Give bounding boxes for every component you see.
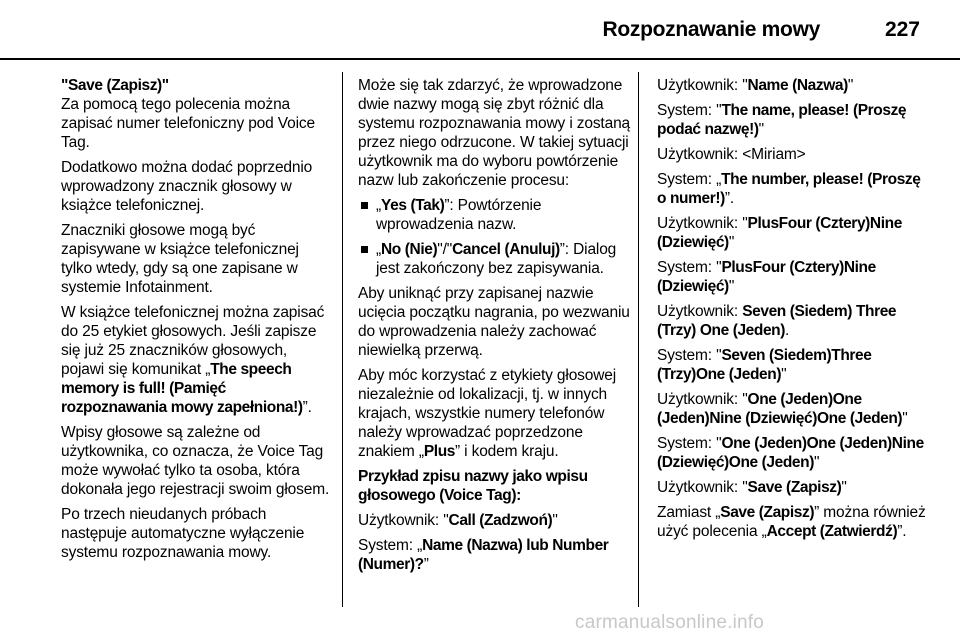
column-divider-1 [342,72,343,607]
dialog-command: Save (Zapisz) [747,479,842,496]
command-separator: "/" [437,241,453,258]
page-header [0,0,960,60]
dialog-command: One (Jeden)One (Jeden)Nine (Dziewięć)One (Jeden) [657,435,924,471]
quote-close: " [781,366,787,383]
column-divider-2 [638,72,639,607]
site-watermark: carmanualsonline.info [575,612,765,633]
quote-close: " [552,512,558,529]
dialog-speaker: System: " [657,259,722,276]
dialog-command: PlusFour (Cztery)Nine (Dziewięć) [657,215,902,251]
dialog-line [657,302,932,340]
quote-open: „ [376,197,382,214]
quote-close: " [728,278,735,295]
memory-full-text: W książce telefonicznej można zapisać do 25 etykiet głosowych. Jeśli zapisze się już 25 znaczników głosowych, pojawi się komunikat [61,304,325,378]
paragraph-save [61,76,331,152]
save-text: Za pomocą tego polecenia można zapisać numer telefoniczny pod Voice Tag. [61,96,315,151]
dialog-speaker: Użytkownik: " [657,479,748,496]
dialog-speaker: Użytkownik: " [657,391,748,408]
quote-open: „ [205,361,211,378]
dialog-command: One (Jeden)One (Jeden)Nine (Dziewięć)One (Jeden) [657,391,903,427]
save-command: Save (Zapisz) [720,504,815,521]
dialog-speaker: System: " [657,347,722,364]
dialog-speaker: System: „ [358,537,423,554]
dialog-line [657,434,932,472]
dialog-speaker: Użytkownik: " [657,77,748,94]
page-title: Rozpoznawanie mowy [602,18,820,41]
text-fragment: Zamiast „ [657,504,721,521]
dialog-line [657,76,932,95]
dialog-line [358,511,630,530]
paragraph-auto-shutdown: Po trzech nieudanych próbach następuje automatyczne wyłączenie systemu rozpoznawania mowy. [61,506,305,561]
paragraph-user-dependent: Wpisy głosowe są zależne od użytkownika, co oznacza, że Voice Tag może wywołać tylko ta osoba, która dokonała jego rejestracji swoim głosem. [61,424,330,498]
dialog-command: Name (Nazwa) [747,77,848,94]
quote-close: ”. [724,190,735,207]
accept-command: Accept (Zatwierdź) [766,523,898,540]
no-command: No (Nie) [381,241,438,258]
column-3 [657,76,932,547]
dialog-line [657,346,932,384]
column-2 [358,76,630,580]
no-cancel-description: ”: Dialog jest zakończony bez zapisywania. [376,241,617,277]
paragraph-accept-alternative [657,503,932,541]
dialog-line [657,478,932,497]
dialog-speaker: Użytkownik: " [657,215,748,232]
paragraph-names-differ: Może się tak zdarzyć, że wprowadzone dwie nazwy mogą się zbyt różnić dla systemu rozpoznawania mowy i zostaną przez niego odrzucone. W takiej sytuacji użytkownik ma do wyboru powtórzenie nazw lub zakończenie procesu: [358,77,631,189]
dialog-command: PlusFour (Cztery)Nine (Dziewięć) [657,259,876,295]
dialog-speaker: System: " [657,435,722,452]
bullet-no-cancel [358,240,630,278]
quote-open: „ [376,241,382,258]
quote-close: ”. [897,523,907,540]
quote-close: " [728,234,735,251]
dialog-line [657,390,932,428]
header-rule [0,58,960,60]
plus-prefix-rest: ” i kodem kraju. [454,443,559,460]
yes-command: Yes (Tak) [381,197,445,214]
memory-full-message: The speech memory is full! (Pamięć rozpoznawania mowy zapełniona!) [61,361,303,416]
dialog-line [358,536,630,574]
yes-description: ”: Powtórzenie wprowadzenia nazw. [376,197,542,233]
quote-close: ”. [302,399,312,416]
dialog-line [657,214,932,252]
paragraph-memory-full [61,303,331,417]
dialog-line [657,258,932,296]
example-heading [358,467,630,505]
dialog-command: Call (Zadzwoń) [448,512,553,529]
bullet-yes [358,196,630,234]
example-heading-text: Przykład zpisu nazwy jako wpisu głosowego (Voice Tag): [358,468,588,504]
dialog-command: Seven (Siedem)Three (Trzy)One (Jeden) [657,347,872,383]
column-1 [61,76,331,568]
paragraph-pause: Aby uniknąć przy zapisanej nazwie ucięcia początku nagrania, po wezwaniu do wprowadzenia należy zachować niewielką przerwą. [358,285,630,359]
dialog-line: Użytkownik: <Miriam> [657,146,806,163]
plus-prefix-text: Aby móc korzystać z etykiety głosowej niezależnie od lokalizacji, tj. w innych krajach, wszystkie numery telefonów należy wprowadzać poprzedzone znakiem „ [358,367,617,460]
dialog-speaker: Użytkownik: " [358,512,449,529]
dialog-command: The name, please! (Proszę podać nazwę!) [657,102,907,138]
quote-close: . [785,322,790,339]
paragraph-voice-tags-storage: Znaczniki głosowe mogą być zapisywane w książce telefonicznej tylko wtedy, gdy są one zapisane w systemie Infotainment. [61,222,299,296]
dialog-command: The number, please! (Proszę o numer!) [657,171,921,207]
quote-close: " [847,77,854,94]
quote-close: " [758,121,764,138]
dialog-command: Seven (Siedem) Three (Trzy) One (Jeden) [657,303,897,339]
quote-close: ” [423,556,429,573]
page-number: 227 [884,18,920,41]
dialog-speaker: System: „ [657,171,722,188]
dialog-command: Name (Nazwa) lub Number (Numer)? [358,537,609,573]
cancel-command: Cancel (Anuluj) [452,241,560,258]
dialog-speaker: System: " [657,102,722,119]
plus-word: Plus [423,443,455,460]
paragraph-add-voice-tag: Dodatkowo można dodać poprzednio wprowadzony znacznik głosowy w książce telefonicznej. [61,159,313,214]
paragraph-plus-prefix [358,366,630,461]
save-heading: "Save (Zapisz)" [61,77,169,94]
quote-close: " [813,454,820,471]
quote-close: " [841,479,847,496]
text-fragment: ” można również użyć polecenia „ [657,504,926,540]
dialog-speaker: Użytkownik: [657,303,743,320]
quote-close: " [902,410,908,427]
dialog-line [657,101,932,139]
dialog-line [657,170,932,208]
